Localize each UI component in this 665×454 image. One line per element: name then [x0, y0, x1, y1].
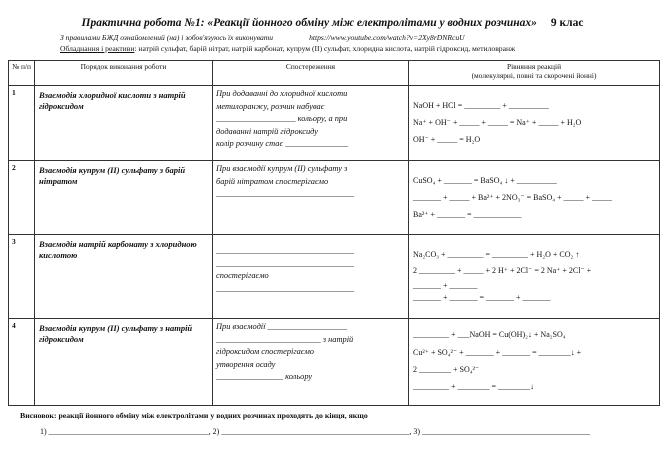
equations-cell[interactable]	[409, 86, 660, 161]
observation-line: колір розчину стає _______________	[216, 139, 349, 148]
observation-line: ________________ кольору	[216, 372, 313, 381]
page-title	[0, 17, 665, 29]
equation-line: _______ + _____ + Ba²⁺ + 2NO₃⁻ = BaSO₄ + _____ + _____	[413, 193, 613, 202]
equipment-label: Обладнання і реактиви	[60, 44, 135, 53]
observation-line: _________________________________	[216, 283, 355, 293]
observation-text[interactable]	[213, 86, 409, 161]
table-row	[9, 86, 660, 161]
equipment-text: : натрій сульфат, барій нітрат, натрій карбонат, купрум (II) сульфат, хлоридна кислота, натрій гідроксид, метиловранж	[134, 44, 516, 53]
table-header-row	[9, 61, 660, 86]
observation-line: гідроксидом спостерігаємо	[216, 347, 314, 356]
conclusion-answers[interactable]: 1) ________________________________________, 2) _______________________________________________, 3) __________________________________________	[40, 427, 590, 436]
title-text: Практична робота №1: «Реакції йонного обміну між електролітами у водних розчинах»	[81, 17, 537, 29]
observation-line: _________________________ з натрій	[216, 334, 354, 344]
observation-text[interactable]	[213, 161, 409, 235]
header-procedure: Порядок виконання роботи	[35, 61, 213, 86]
conclusion-text: Висновок: реакції йонного обміну між електролітами у водних розчинах проходять до кінця, якщо	[20, 411, 368, 420]
observation-text[interactable]	[213, 235, 409, 319]
worksheet-table	[8, 60, 660, 406]
equation-line: Na₂CO₃ + _________ = _________ + H₂O + CO₂ ↑	[413, 250, 580, 259]
observation-line: барій нітратом спостерігаємо	[216, 176, 329, 186]
equations-cell[interactable]	[409, 235, 660, 319]
procedure-text: Взаємодія купрум (II) сульфату з натрій гідроксидом	[35, 319, 213, 406]
procedure-text: Взаємодія натрій карбонату з хлоридною кислотою	[35, 235, 213, 319]
equation-line: CuSO₄ + _______ = BaSO₄ ↓ + __________	[413, 176, 557, 185]
equation-line: Na⁺ + OH⁻ + _____ + _____ = Na⁺ + _____ + H₂O	[413, 118, 582, 127]
equation-line: 2 ________ + SO₄²⁻	[413, 365, 480, 374]
equation-line: OH⁻ + _____ = H₂O	[413, 135, 481, 144]
row-number: 4	[9, 319, 35, 406]
header-equations-title: Рівняння реакцій	[506, 62, 562, 71]
equation-line: _______ + _______ = _______ + _______	[413, 293, 551, 302]
observation-line: утворення осаду	[216, 359, 276, 369]
header-num: № п/п	[9, 61, 35, 86]
observation-text[interactable]	[213, 319, 409, 406]
safety-note: З правилами БЖД ознайомлений (на) і зобов'язуюсь їх виконувати	[60, 33, 274, 42]
table-row	[9, 235, 660, 319]
row-number: 1	[9, 86, 35, 161]
equation-line: _________ + ___NaOH = Cu(OH)₂↓ + Na₂SO₄	[413, 330, 566, 339]
equation-line: Cu²⁺ + SO₄²⁻ + _______ + _______ = ________↓ +	[413, 348, 582, 357]
observation-line: При взаємодії купрум (II) сульфату з	[216, 164, 348, 173]
row-number: 2	[9, 161, 35, 235]
header-equations	[409, 61, 660, 86]
table-row	[9, 161, 660, 235]
row-number: 3	[9, 235, 35, 319]
equations-cell[interactable]	[409, 319, 660, 406]
observation-line: _________________________________	[216, 258, 355, 268]
observation-line: метилоранжу, розчин набуває	[216, 101, 325, 111]
observation-line: спостерігаємо	[216, 271, 269, 280]
procedure-text: Взаємодія хлоридної кислоти з натрій гідроксидом	[35, 86, 213, 161]
equations-cell[interactable]	[409, 161, 660, 235]
observation-line: При взаємодії ___________________	[216, 322, 348, 331]
observation-line: ___________________ кольору, а при	[216, 114, 348, 123]
header-observation: Спостереження	[213, 61, 409, 86]
equation-line: 2 _________ + _____ + 2 H⁺ + 2Cl⁻ = 2 Na⁺ + 2Cl⁻ +	[413, 266, 592, 275]
equation-line: _______ + _______	[413, 281, 478, 290]
grade-label: 9 клас	[550, 17, 584, 29]
safety-line	[60, 33, 465, 42]
equation-line: NaOH + HCl = _________ + __________	[413, 101, 549, 110]
header-equations-subtitle: (молекулярні, повні та скорочені йонні)	[471, 70, 597, 80]
observation-line: додаванні натрій гідроксиду	[216, 126, 318, 136]
equipment-line	[60, 44, 515, 53]
equation-line: _________ + ________ = ________↓	[413, 382, 535, 391]
equation-line: Ba²⁺ + _______ = ____________	[413, 210, 522, 219]
table-row	[9, 319, 660, 406]
observation-line: При додаванні до хлоридної кислоти	[216, 89, 348, 98]
video-link[interactable]: https://www.youtube.com/watch?v=2Xy8rDNRcuU	[309, 33, 465, 42]
observation-line: _________________________________	[216, 246, 355, 255]
procedure-text: Взаємодія купрум (II) сульфату з барій нітратом	[35, 161, 213, 235]
observation-line: _________________________________	[216, 189, 355, 198]
